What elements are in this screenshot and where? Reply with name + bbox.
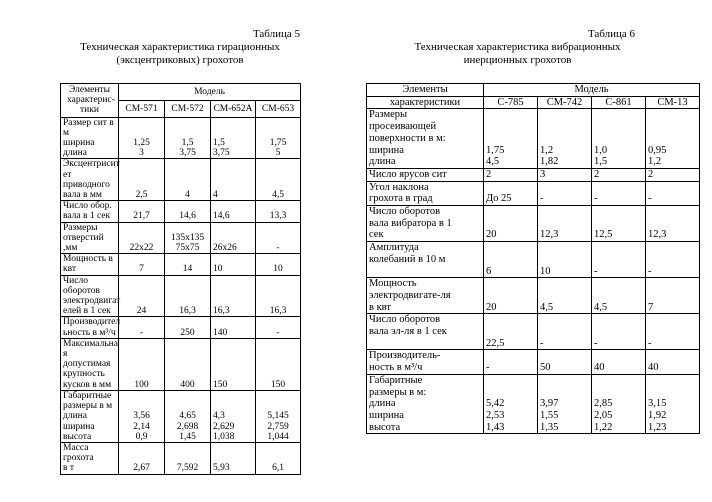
table-cell: 6 [484,242,538,278]
table-cell: 2,67 [119,442,165,474]
table-cell: 4 [165,159,211,201]
table-cell: 4,5 [256,159,301,201]
table-row [367,168,700,181]
row-label: Габаритные размеры в м: длина ширина высота [367,374,484,434]
table-cell: 1,25 3 [119,117,165,159]
table-cell: 20 [484,206,538,242]
table-cell: 12,3 [646,206,700,242]
table-cell: - [119,317,165,338]
table-cell: 7,592 [165,442,211,474]
table-row [61,275,301,317]
table-cell: 4,5 [538,278,592,314]
table6-model-1: СМ-742 [538,96,592,109]
table5-model-1: СМ-572 [165,100,211,117]
row-label: Число оборотов вала эл-ля в 1 сек [367,314,484,350]
table6-model-0: С-785 [484,96,538,109]
table-cell: - [592,181,646,205]
table-cell: - [646,242,700,278]
table-row [367,350,700,374]
table-cell: 2 [592,168,646,181]
table-row [367,374,700,434]
table5-header-model: Модель [119,84,301,101]
table-cell: 7 [119,254,165,275]
table-cell: 6,1 [256,442,301,474]
table-cell: 12,3 [538,206,592,242]
table5-model-0: СМ-571 [119,100,165,117]
table5-title-line1: Техническая характеристика гирационных [80,41,280,53]
table6-header-model: Модель [484,84,700,97]
table-cell: - [484,350,538,374]
table-cell: 22х22 [119,222,165,254]
table-cell: 4,5 [592,278,646,314]
table6-title-line2: инерционных грохотов [463,54,572,66]
row-label: Габаритные размеры в м длина ширина высота [61,390,119,442]
row-label: Размеры просеивающей поверхности в м: ширина длина [367,109,484,169]
table6-header-elements-line1: Элементы [367,84,484,97]
table-row [61,222,301,254]
table-cell: 20 [484,278,538,314]
row-label: Производител ьность в м³/ч [61,317,119,338]
table-cell: 0,95 1,2 [646,109,700,169]
table5-body [61,117,301,474]
table-cell: 5,42 2,53 1,43 [484,374,538,434]
table-row [61,201,301,222]
table6-caption [400,28,635,67]
table-cell: 14,6 [211,201,256,222]
table-cell: До 25 [484,181,538,205]
table-row [367,181,700,205]
table-cell: 2,5 [119,159,165,201]
table-cell: 14,6 [165,201,211,222]
table-cell: 16,3 [211,275,256,317]
table-cell: 150 [256,338,301,390]
table-cell: 3 [538,168,592,181]
table-row [61,159,301,201]
table6 [366,83,700,434]
table-cell: - [256,317,301,338]
table-cell: 40 [646,350,700,374]
table-cell: 1,5 3,75 [165,117,211,159]
table-cell: 4 [211,159,256,201]
row-label: Эксцентрисит ет приводного вала в мм [61,159,119,201]
table-cell: 140 [211,317,256,338]
row-label: Угол наклона грохота в град [367,181,484,205]
table-cell: 26х26 [211,222,256,254]
row-label: Число обор. вала в 1 сек [61,201,119,222]
table-cell: 1,75 4,5 [484,109,538,169]
table-row [61,390,301,442]
table-cell: 10 [538,242,592,278]
table-cell: 250 [165,317,211,338]
table-row [367,314,700,350]
table-row [61,254,301,275]
table-cell: 16,3 [256,275,301,317]
table6-title-line1: Техническая характеристика вибрационных [414,41,621,53]
table6-model-3: СМ-13 [646,96,700,109]
row-label: Максимальна я допустимая крупность кусков в мм [61,338,119,390]
table-cell: - [646,314,700,350]
table-cell: 150 [211,338,256,390]
table-cell: - [256,222,301,254]
table-row [61,442,301,474]
row-label: Масса грохота в т [61,442,119,474]
table-cell: 135х135 75х75 [165,222,211,254]
table-cell: - [538,314,592,350]
table5-model-2: СМ-652А [211,100,256,117]
table-cell: 14 [165,254,211,275]
row-label: Размеры отверстий ,мм [61,222,119,254]
table-cell: 4,3 2,629 1,038 [211,390,256,442]
table-cell: 1,0 1,5 [592,109,646,169]
table-cell: 1,2 1,82 [538,109,592,169]
table-cell: - [592,314,646,350]
table6-header-elements-line2: характеристики [367,96,484,109]
table-cell: 7 [646,278,700,314]
table-row [61,338,301,390]
table-cell: 2 [646,168,700,181]
table-cell: 22,5 [484,314,538,350]
row-label: Производитель- ность в м³/ч [367,350,484,374]
table-cell: 12,5 [592,206,646,242]
table-cell: 3,97 1,55 1,35 [538,374,592,434]
table-cell: 2 [484,168,538,181]
table-cell: - [592,242,646,278]
table-cell: 2,85 2,05 1,22 [592,374,646,434]
table-cell: 10 [256,254,301,275]
table-cell: 13,3 [256,201,301,222]
row-label: Мощность электродвигате-ля в квт [367,278,484,314]
table5-header-elements: Элементы характерис-тики [61,84,119,118]
table-cell: 40 [592,350,646,374]
table-row [367,278,700,314]
table-cell: 1,5 3,75 [211,117,256,159]
table-row [367,242,700,278]
row-label: Размер сит в м ширина длина [61,117,119,159]
table-cell: 3,15 1,92 1,23 [646,374,700,434]
table-row [61,117,301,159]
table-cell: 1,75 5 [256,117,301,159]
table-cell: 16,3 [165,275,211,317]
table6-model-2: С-861 [592,96,646,109]
table-cell: 400 [165,338,211,390]
table5-number: Таблица 5 [252,28,300,40]
table-row [367,206,700,242]
table-cell: 5,93 [211,442,256,474]
row-label: Мощность в квт [61,254,119,275]
table5-caption [60,28,300,67]
table6-number: Таблица 6 [587,28,635,40]
table-cell: 3,56 2,14 0,9 [119,390,165,442]
table-cell: 100 [119,338,165,390]
table-row [61,317,301,338]
table-cell: 10 [211,254,256,275]
table-cell: 4,65 2,698 1,45 [165,390,211,442]
table-cell: - [538,181,592,205]
row-label: Число оборотов электродвигат елей в 1 сек [61,275,119,317]
table5-title-line2: (эксцентриковых) грохотов [116,54,244,66]
table-cell: - [646,181,700,205]
row-label: Амплитуда колебаний в 10 м [367,242,484,278]
table-cell: 50 [538,350,592,374]
table-cell: 21,7 [119,201,165,222]
table6-body [367,109,700,434]
table-cell: 24 [119,275,165,317]
row-label: Число ярусов сит [367,168,484,181]
table5 [60,83,301,475]
table-row [367,109,700,169]
table5-model-3: СМ-653 [256,100,301,117]
row-label: Число оборотов вала вибратора в 1 сек [367,206,484,242]
table-cell: 5,145 2,759 1,044 [256,390,301,442]
